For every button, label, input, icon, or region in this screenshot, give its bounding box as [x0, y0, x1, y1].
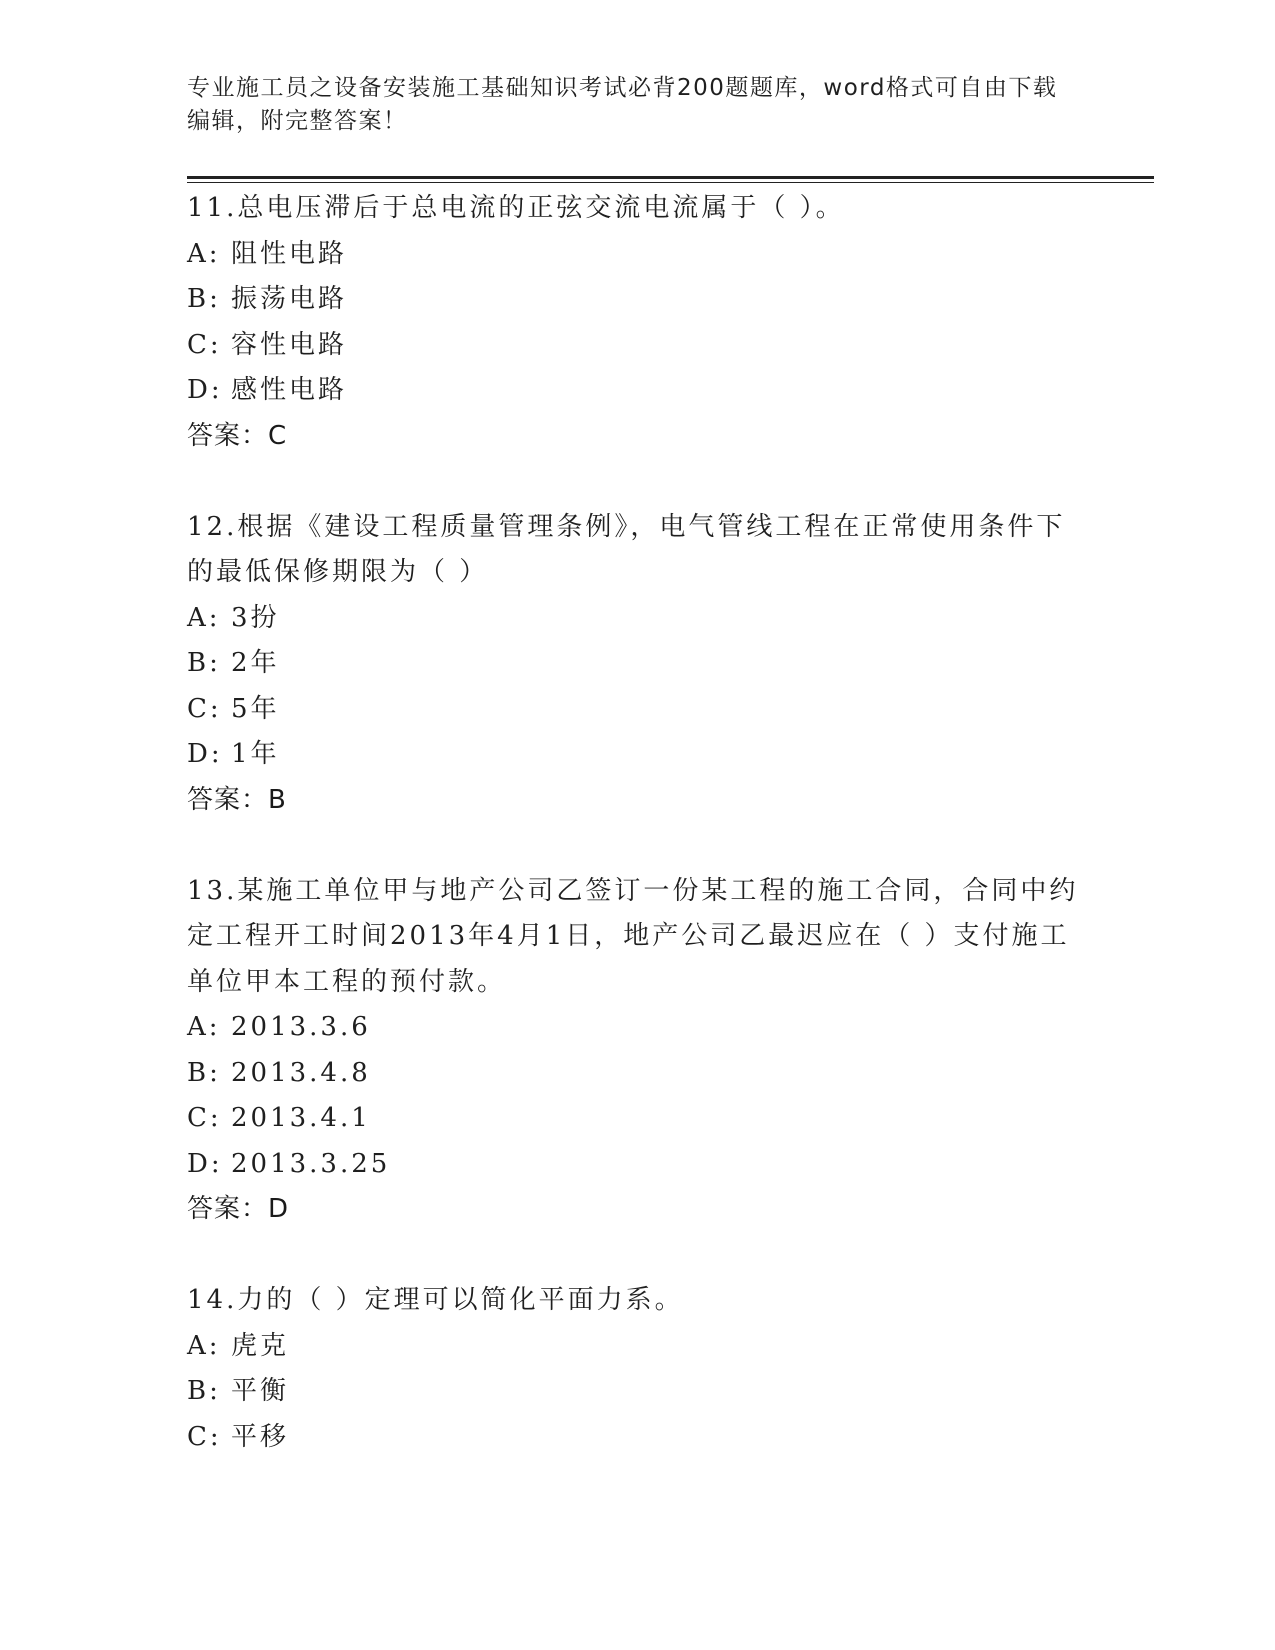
option-letter: B:	[187, 648, 221, 678]
answer-line	[187, 1187, 1087, 1233]
question-11	[187, 186, 1087, 459]
option-letter: B:	[187, 284, 221, 314]
option-text: 阻性电路	[231, 238, 348, 269]
question-gap	[187, 1233, 1087, 1279]
header-rule-thin	[187, 182, 1154, 183]
option-c	[187, 323, 1087, 369]
question-13	[187, 869, 1087, 1233]
option-text: 2013.4.1	[231, 1103, 371, 1133]
question-gap	[187, 823, 1087, 869]
option-a	[187, 232, 1087, 278]
option-text: 5年	[231, 693, 280, 724]
option-letter: B:	[187, 1376, 221, 1406]
question-text: 11.总电压滞后于总电流的正弦交流电流属于（ ）。	[187, 193, 845, 223]
option-letter: D:	[187, 739, 223, 769]
answer-line	[187, 778, 1087, 824]
answer-label: 答案：	[187, 420, 269, 451]
option-a	[187, 1005, 1087, 1051]
question-list	[187, 186, 1087, 1460]
option-letter: C:	[187, 1103, 222, 1133]
option-letter: D:	[187, 1148, 223, 1179]
question-text: 14.力的（ ）定理可以简化平面力系。	[187, 1285, 684, 1315]
option-a	[187, 596, 1087, 642]
option-text: 虎克	[231, 1330, 290, 1361]
option-text: 1年	[231, 739, 280, 769]
option-letter: C:	[187, 1421, 222, 1452]
answer-value: D	[268, 1194, 290, 1224]
option-letter: B:	[187, 1057, 221, 1088]
answer-line	[187, 414, 1087, 460]
option-d	[187, 732, 1087, 778]
option-text: 3扮	[231, 602, 280, 633]
option-b	[187, 641, 1087, 687]
option-d	[187, 1142, 1087, 1188]
option-text: 2年	[231, 648, 280, 678]
header-rule-thick	[187, 176, 1154, 179]
option-b	[187, 1369, 1087, 1415]
option-text: 振荡电路	[231, 284, 348, 314]
question-14	[187, 1278, 1087, 1460]
option-letter: C:	[187, 693, 222, 724]
option-letter: A:	[187, 1330, 221, 1361]
question-text: 13.某施工单位甲与地产公司乙签订一份某工程的施工合同，合同中约定工程开工时间2013年4月1日，地产公司乙最迟应在（ ）支付施工单位甲本工程的预付款。	[187, 875, 1079, 997]
question-12	[187, 505, 1087, 824]
option-a	[187, 1324, 1087, 1370]
question-text: 12.根据《建设工程质量管理条例》，电气管线工程在正常使用条件下的最低保修期限为（ ）	[187, 511, 1066, 587]
option-letter: A:	[187, 1012, 221, 1042]
answer-value: B	[268, 784, 287, 815]
document-header-title: 专业施工员之设备安装施工基础知识考试必背200题题库，word格式可自由下载编辑，附完整答案！	[187, 75, 1058, 134]
answer-label: 答案：	[187, 1194, 269, 1224]
option-text: 感性电路	[231, 375, 348, 405]
option-c	[187, 1096, 1087, 1142]
answer-value: C	[268, 420, 288, 451]
option-text: 2013.3.6	[231, 1012, 371, 1042]
option-letter: C:	[187, 329, 222, 360]
option-text: 平移	[231, 1421, 290, 1452]
option-letter: A:	[187, 238, 221, 269]
option-text: 2013.3.25	[231, 1148, 391, 1179]
option-d	[187, 368, 1087, 414]
answer-label: 答案：	[187, 784, 269, 815]
option-text: 平衡	[231, 1376, 290, 1406]
option-c	[187, 1415, 1087, 1461]
option-letter: A:	[187, 602, 221, 633]
option-letter: D:	[187, 375, 223, 405]
option-c	[187, 687, 1087, 733]
option-b	[187, 277, 1087, 323]
question-gap	[187, 459, 1087, 505]
option-text: 2013.4.8	[231, 1057, 371, 1088]
option-b	[187, 1051, 1087, 1097]
option-text: 容性电路	[231, 329, 348, 360]
